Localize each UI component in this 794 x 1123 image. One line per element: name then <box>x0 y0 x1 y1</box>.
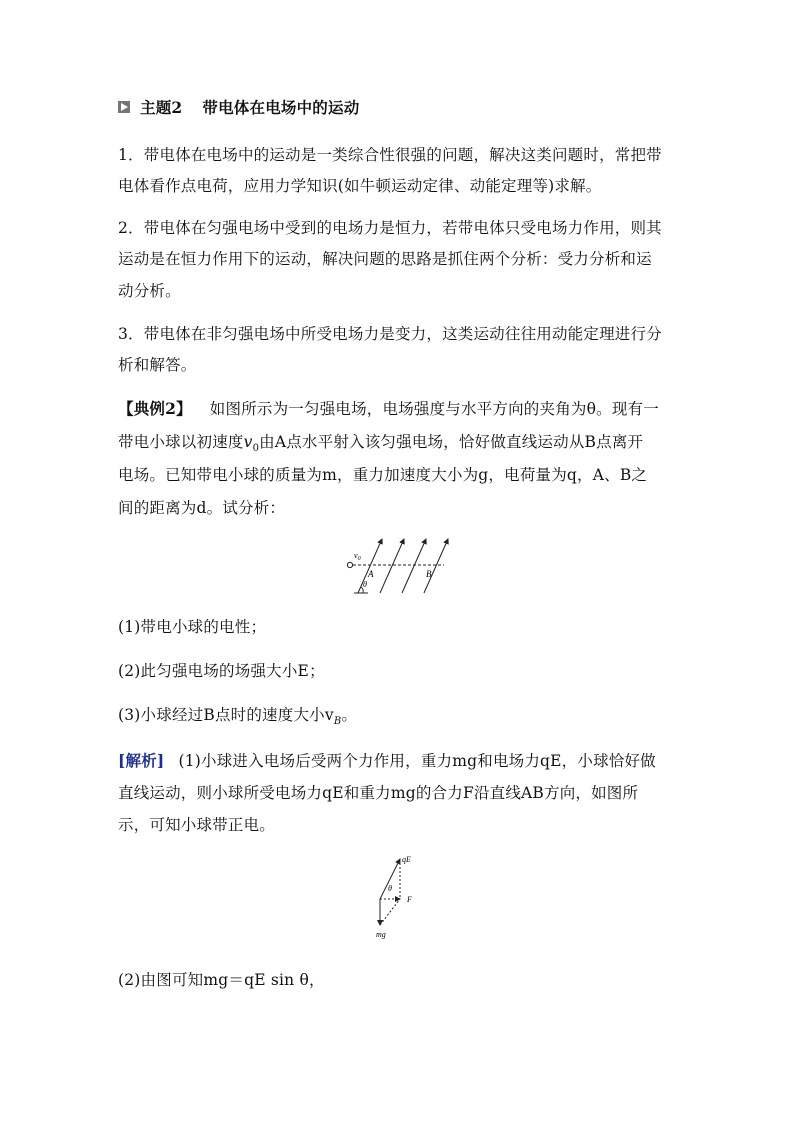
point-2-line-1: 2．带电体在匀强电场中受到的电场力是恒力，若带电体只受电场力作用，则其 <box>118 219 662 237</box>
theta-label: θ <box>363 580 367 589</box>
point-a-label: A <box>368 569 374 579</box>
solution-tag: [解析] <box>118 751 165 770</box>
electric-field-figure <box>340 535 450 597</box>
question-1: (1)带电小球的电性； <box>118 618 267 636</box>
solution-line-3: 示，可知小球带正电。 <box>118 816 276 834</box>
example-text-2a: 带电小球以初速度 <box>118 433 244 451</box>
field-line-2 <box>380 539 404 593</box>
point-3-line-2: 析和解答。 <box>118 356 197 374</box>
topic-heading <box>118 96 359 118</box>
example-text-2b: 由A点水平射入该匀强电场，恰好做直线运动从B点离开 <box>259 433 644 451</box>
field-line-1 <box>358 539 382 593</box>
solution-text-1: (1)小球进入电场后受两个力作用，重力mg和电场力qE，小球恰好做 <box>178 752 656 770</box>
solution-line-4: (2)由图可知mg＝qE sin θ， <box>118 971 325 989</box>
example-tag: 【典例2】 <box>118 399 192 418</box>
point-b-label: B <box>426 569 432 579</box>
qe-vector <box>380 859 400 899</box>
solution-line-1 <box>118 749 656 771</box>
v0-label: $v_0$ <box>354 551 361 562</box>
point-2-line-3: 动分析。 <box>118 282 181 300</box>
example-line-2 <box>118 430 643 454</box>
f-label: F <box>407 895 412 904</box>
question-2: (2)此匀强电场的场强大小E； <box>118 662 325 680</box>
qe-label: qE <box>402 855 411 864</box>
point-2-line-2: 运动是在恒力作用下的运动，解决问题的思路是抓住两个分析：受力分析和运 <box>118 250 652 268</box>
example-line-3: 电场。已知带电小球的质量为m，重力加速度大小为g，电荷量为q，A、B之 <box>118 466 648 484</box>
v0-symbol: $v_0$ <box>243 433 260 455</box>
play-triangle-icon <box>118 101 130 113</box>
field-line-4 <box>424 539 448 593</box>
ball <box>347 562 352 567</box>
force-diagram <box>368 853 428 941</box>
theta2-label: θ <box>388 884 392 893</box>
topic-title: 带电体在电场中的运动 <box>202 98 360 117</box>
dashed-diagonal <box>380 899 400 925</box>
example-text-1: 如图所示为一匀强电场，电场强度与水平方向的夹角为θ。现有一 <box>209 400 659 418</box>
point-3-line-1: 3．带电体在非匀强电场中所受电场力是变力，这类运动往往用动能定理进行分 <box>118 325 662 343</box>
question-3: (3)小球经过B点时的速度大小$v_B$。 <box>118 706 358 728</box>
topic-number: 主题2 <box>140 98 183 117</box>
example-line-4: 间的距离为d。试分析： <box>118 499 286 517</box>
point-1-line-1: 1．带电体在电场中的运动是一类综合性很强的问题，解决这类问题时，常把带 <box>118 146 662 164</box>
point-1-line-2: 电体看作点电荷，应用力学知识(如牛顿运动定律、动能定理等)求解。 <box>118 177 602 195</box>
field-line-3 <box>402 539 426 593</box>
solution-line-2: 直线运动，则小球所受电场力qE和重力mg的合力F沿直线AB方向，如图所 <box>118 784 639 802</box>
example-line-1 <box>118 397 659 419</box>
mg-label: mg <box>376 930 386 939</box>
